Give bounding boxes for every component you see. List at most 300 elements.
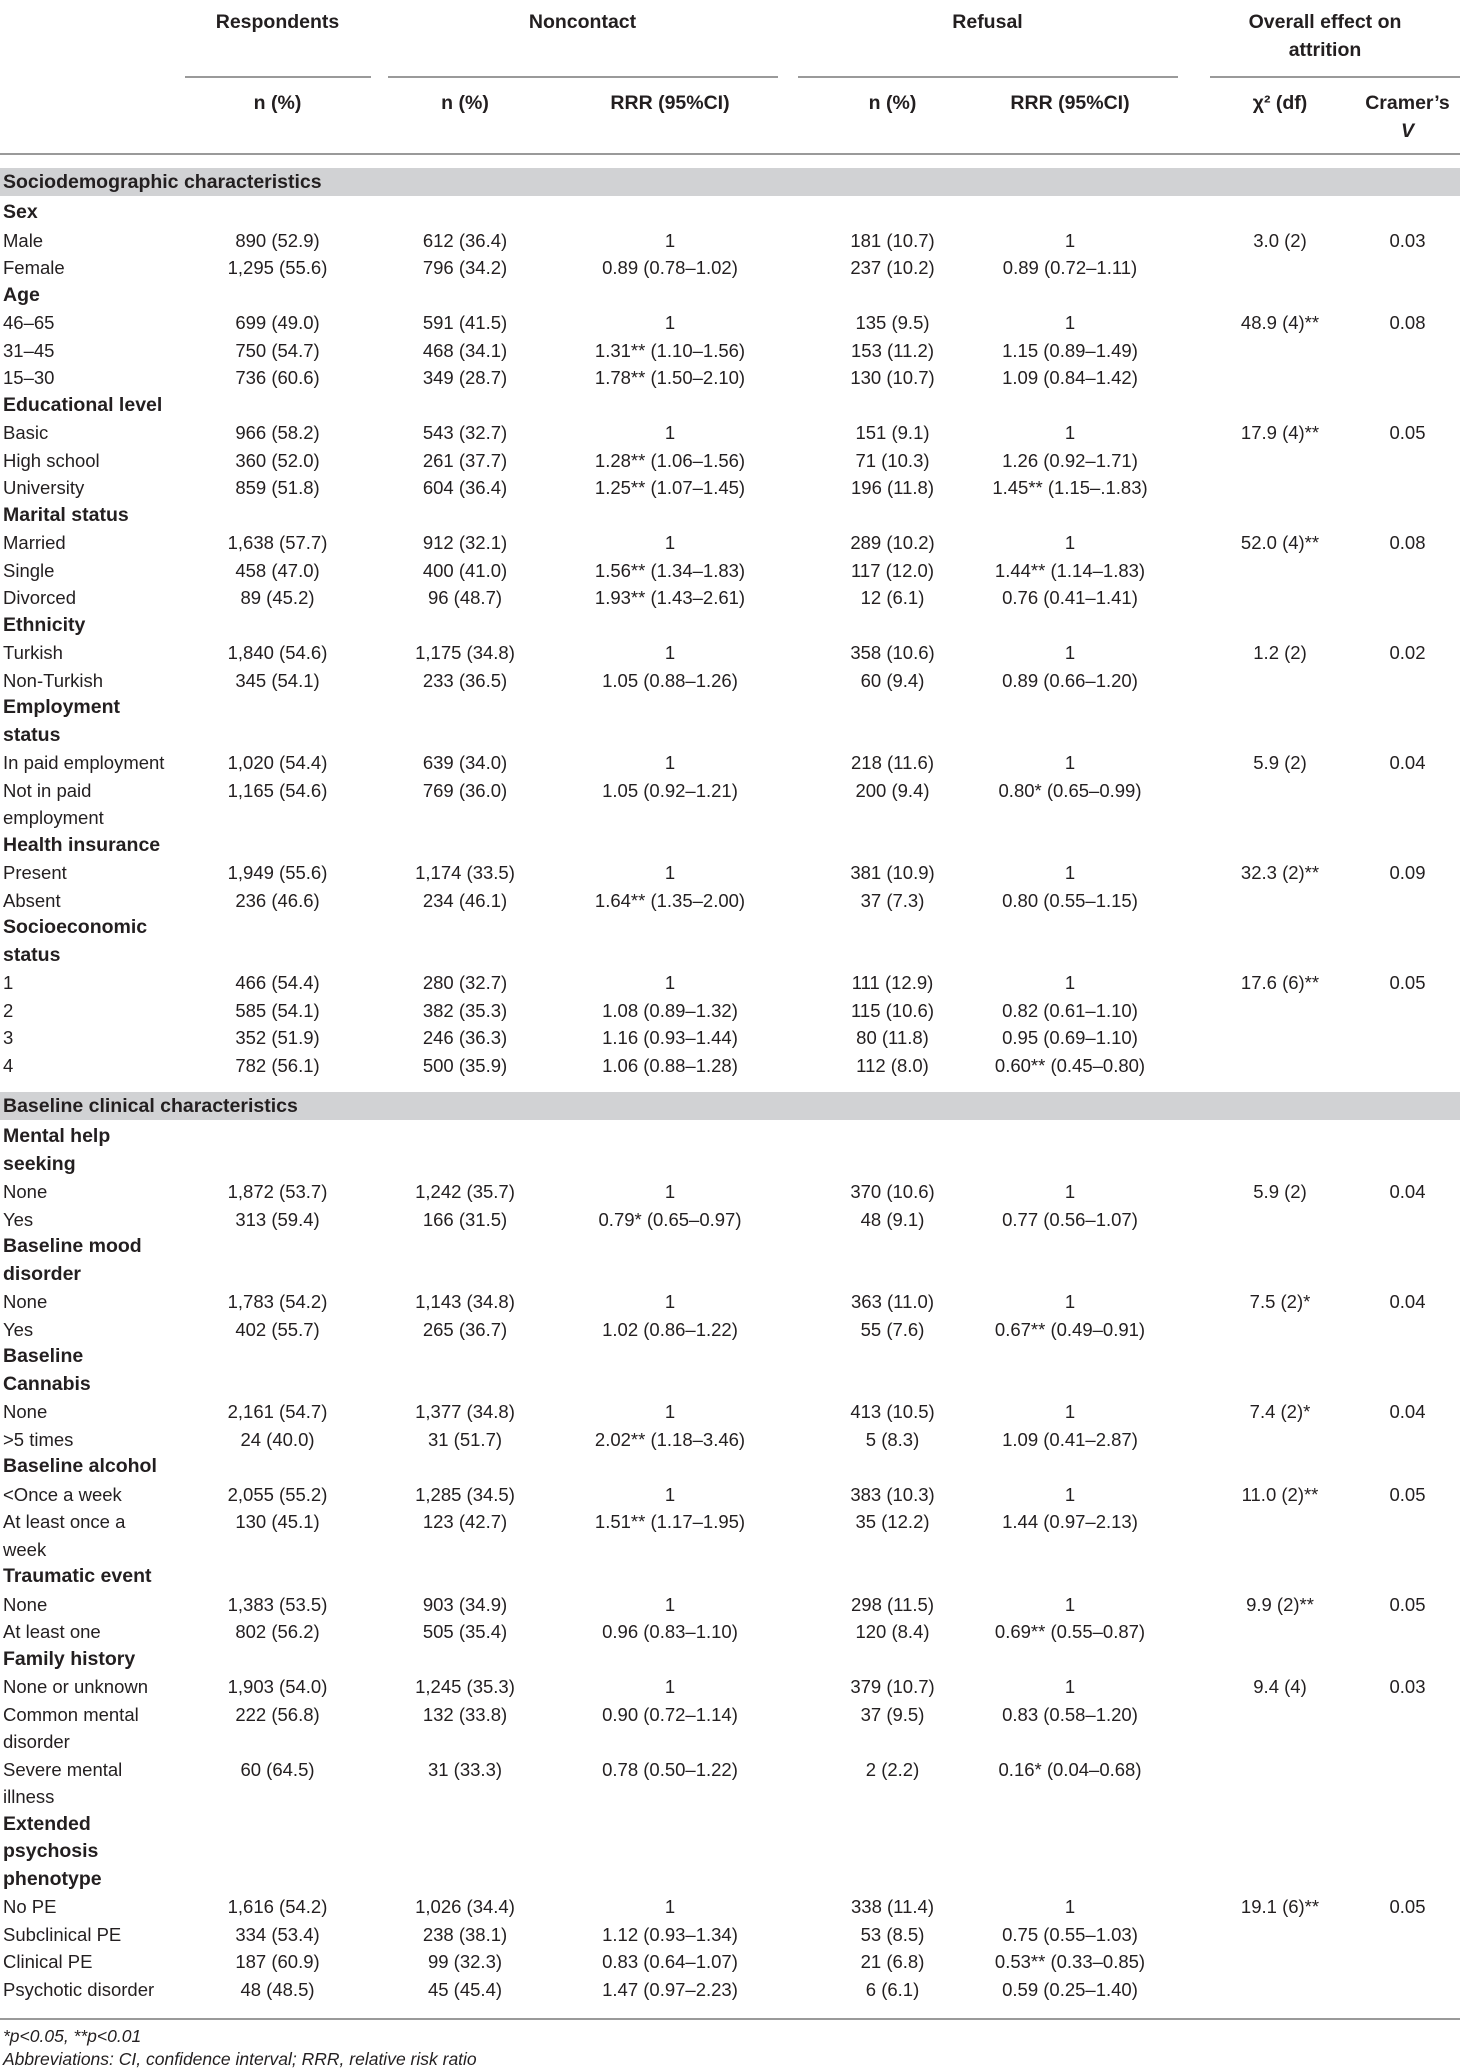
refusal-rrr-cell: 0.59 (0.25–1.40) bbox=[1002, 1978, 1138, 2000]
group-label bbox=[3, 1233, 183, 1288]
table-row bbox=[0, 1591, 1460, 1619]
refusal-rrr-cell: 1.26 (0.92–1.71) bbox=[1002, 449, 1138, 471]
respondents-cell: 890 (52.9) bbox=[235, 229, 320, 251]
refusal-n-cell: 5 (8.3) bbox=[865, 1428, 920, 1450]
table-row bbox=[0, 1673, 1460, 1701]
refusal-rrr-cell: 0.80 (0.55–1.15) bbox=[1002, 889, 1138, 911]
group-label-line: Educational level bbox=[3, 393, 163, 416]
respondents-cell: 736 (60.6) bbox=[235, 367, 320, 388]
noncontact-rrr-cell: 2.02** (1.18–3.46) bbox=[594, 1428, 746, 1450]
refusal-n-cell: 35 (12.2) bbox=[855, 1511, 930, 1532]
table-row bbox=[0, 1178, 1460, 1206]
table-row bbox=[0, 1288, 1460, 1316]
row-label-line: Not in paid bbox=[3, 779, 92, 801]
group-label bbox=[3, 199, 183, 227]
refusal-rrr-cell: 0.69** (0.55–0.87) bbox=[994, 1621, 1146, 1642]
respondents-cell: 236 (46.6) bbox=[235, 889, 320, 911]
header-chi-square: χ² (df) bbox=[1252, 92, 1308, 114]
table-row bbox=[0, 584, 1460, 612]
chi-square-cell: 3.0 (2) bbox=[1253, 229, 1307, 251]
group-label-line: Marital status bbox=[3, 503, 129, 526]
respondents-cell: 782 (56.1) bbox=[235, 1054, 320, 1076]
noncontact-rrr-cell: 1 bbox=[664, 1291, 676, 1312]
refusal-rrr-cell: 1.09 (0.41–2.87) bbox=[1002, 1428, 1138, 1450]
row-label-line: <Once a week bbox=[3, 1483, 122, 1505]
refusal-n-cell: 151 (9.1) bbox=[855, 422, 930, 443]
noncontact-n-cell: 1,174 (33.5) bbox=[415, 862, 515, 883]
row-label-line: None bbox=[3, 1593, 48, 1615]
row-label-line: At least one bbox=[3, 1621, 101, 1642]
refusal-rrr-cell: 1 bbox=[1064, 972, 1076, 993]
noncontact-rrr-cell: 1 bbox=[664, 312, 676, 333]
group-label-line: phenotype bbox=[3, 1867, 102, 1890]
refusal-rrr-cell: 1 bbox=[1064, 229, 1076, 251]
respondents-cell: 1,165 (54.6) bbox=[227, 779, 328, 801]
refusal-n-cell: 37 (7.3) bbox=[860, 889, 925, 911]
row-label bbox=[3, 1591, 178, 1619]
respondents-cell: 1,383 (53.5) bbox=[227, 1593, 328, 1615]
row-label bbox=[3, 969, 178, 997]
row-label bbox=[3, 557, 178, 585]
group-label-line: Sex bbox=[3, 201, 38, 223]
cramers-v-cell: 0.09 bbox=[1389, 862, 1426, 883]
respondents-cell: 345 (54.1) bbox=[235, 669, 320, 691]
noncontact-n-cell: 1,143 (34.8) bbox=[415, 1291, 515, 1312]
table-row bbox=[0, 749, 1460, 777]
table-row bbox=[0, 337, 1460, 365]
respondents-cell: 1,638 (57.7) bbox=[227, 532, 328, 553]
row-label bbox=[3, 1976, 178, 2004]
refusal-rrr-cell: 0.82 (0.61–1.10) bbox=[1002, 999, 1138, 1021]
noncontact-rrr-cell: 0.79* (0.65–0.97) bbox=[598, 1208, 742, 1230]
row-label bbox=[3, 1481, 178, 1509]
table-bottom-rule bbox=[0, 2018, 1460, 2020]
noncontact-rrr-cell: 1 bbox=[664, 229, 676, 251]
row-label bbox=[3, 667, 178, 695]
row-label bbox=[3, 584, 178, 612]
table-row bbox=[0, 1618, 1460, 1646]
table-row bbox=[0, 1508, 1460, 1563]
respondents-cell: 402 (55.7) bbox=[235, 1318, 320, 1340]
refusal-n-cell: 135 (9.5) bbox=[855, 312, 930, 333]
refusal-n-cell: 218 (11.6) bbox=[851, 752, 934, 773]
group-label-line: Baseline alcohol bbox=[3, 1455, 157, 1477]
refusal-n-cell: 71 (10.3) bbox=[855, 449, 930, 471]
respondents-cell: 60 (64.5) bbox=[240, 1758, 315, 1780]
row-label-line: Absent bbox=[3, 889, 61, 911]
noncontact-rrr-cell: 1.02 (0.86–1.22) bbox=[602, 1318, 738, 1340]
table-row bbox=[0, 1976, 1460, 2004]
respondents-cell: 458 (47.0) bbox=[235, 559, 320, 581]
refusal-rrr-cell: 1 bbox=[1064, 1593, 1076, 1615]
refusal-n-cell: 2 (2.2) bbox=[865, 1758, 920, 1780]
refusal-rrr-cell: 0.67** (0.49–0.91) bbox=[994, 1318, 1146, 1340]
refusal-rrr-cell: 1 bbox=[1064, 752, 1076, 773]
table-row bbox=[0, 1024, 1460, 1052]
row-label bbox=[3, 777, 178, 832]
noncontact-rrr-cell: 0.78 (0.50–1.22) bbox=[602, 1758, 738, 1780]
header-group-rule bbox=[185, 76, 371, 78]
header-cramers-v bbox=[1360, 89, 1455, 145]
row-label bbox=[3, 859, 178, 887]
refusal-n-cell: 53 (8.5) bbox=[860, 1923, 925, 1945]
respondents-cell: 222 (56.8) bbox=[235, 1703, 320, 1725]
cramers-v-cell: 0.05 bbox=[1389, 1896, 1426, 1917]
row-label-line: 46–65 bbox=[3, 312, 55, 333]
refusal-n-cell: 55 (7.6) bbox=[860, 1318, 925, 1340]
noncontact-rrr-cell: 1.47 (0.97–2.23) bbox=[602, 1978, 738, 2000]
section-header: Baseline clinical characteristics bbox=[0, 1092, 1460, 1120]
respondents-cell: 1,783 (54.2) bbox=[227, 1291, 328, 1312]
chi-square-cell: 19.1 (6)** bbox=[1240, 1896, 1320, 1917]
noncontact-n-cell: 400 (41.0) bbox=[422, 559, 508, 581]
group-label-line: Employment bbox=[3, 696, 121, 718]
header-refusal: Refusal bbox=[952, 11, 1023, 33]
group-label bbox=[3, 1453, 183, 1481]
row-label bbox=[3, 1178, 178, 1206]
refusal-n-cell: 153 (11.2) bbox=[851, 339, 934, 361]
refusal-n-cell: 289 (10.2) bbox=[850, 532, 935, 553]
refusal-n-cell: 358 (10.6) bbox=[850, 642, 935, 663]
table-row bbox=[0, 969, 1460, 997]
refusal-n-cell: 181 (10.7) bbox=[850, 229, 935, 251]
table-row bbox=[0, 997, 1460, 1025]
group-label-line: Traumatic event bbox=[3, 1565, 152, 1587]
row-label bbox=[3, 1508, 178, 1563]
row-label-line: 3 bbox=[3, 1027, 14, 1048]
row-label bbox=[3, 419, 178, 447]
group-label bbox=[3, 1123, 183, 1178]
table-row bbox=[0, 1316, 1460, 1344]
row-label-line: At least once a bbox=[3, 1511, 126, 1532]
noncontact-rrr-cell: 1 bbox=[664, 1896, 676, 1917]
refusal-n-cell: 200 (9.4) bbox=[855, 779, 930, 801]
refusal-n-cell: 338 (11.4) bbox=[851, 1896, 934, 1917]
noncontact-n-cell: 31 (33.3) bbox=[427, 1758, 503, 1780]
noncontact-n-cell: 903 (34.9) bbox=[422, 1593, 508, 1615]
row-label-line: Yes bbox=[3, 1208, 34, 1230]
respondents-cell: 1,020 (54.4) bbox=[227, 752, 328, 773]
refusal-rrr-cell: 1 bbox=[1064, 1676, 1076, 1697]
row-label bbox=[3, 1921, 178, 1949]
row-label-line: High school bbox=[3, 449, 100, 471]
row-label bbox=[3, 227, 178, 255]
noncontact-rrr-cell: 1.28** (1.06–1.56) bbox=[594, 449, 746, 471]
row-label-line: None bbox=[3, 1291, 48, 1312]
row-label bbox=[3, 474, 178, 502]
row-label-line: week bbox=[3, 1538, 47, 1560]
table-row bbox=[0, 254, 1460, 282]
refusal-rrr-cell: 1 bbox=[1064, 1181, 1076, 1202]
row-label-line: disorder bbox=[3, 1731, 70, 1752]
refusal-rrr-cell: 1 bbox=[1064, 1401, 1076, 1422]
refusal-rrr-cell: 0.53** (0.33–0.85) bbox=[994, 1951, 1146, 1972]
group-label bbox=[3, 392, 183, 420]
noncontact-rrr-cell: 1 bbox=[664, 1676, 676, 1697]
group-label bbox=[3, 914, 183, 969]
noncontact-rrr-cell: 1 bbox=[664, 972, 676, 993]
group-label-line: Baseline mood bbox=[3, 1235, 142, 1257]
row-label-line: Subclinical PE bbox=[3, 1923, 122, 1945]
respondents-cell: 966 (58.2) bbox=[235, 422, 320, 443]
noncontact-rrr-cell: 1.08 (0.89–1.32) bbox=[602, 999, 738, 1021]
header-cramers-label: Cramer’s bbox=[1365, 92, 1450, 114]
footnote-significance: *p<0.05, **p<0.01 bbox=[3, 2026, 142, 2046]
noncontact-n-cell: 639 (34.0) bbox=[422, 752, 508, 773]
table-row bbox=[0, 1701, 1460, 1756]
group-label bbox=[3, 502, 183, 530]
noncontact-n-cell: 912 (32.1) bbox=[422, 532, 508, 553]
row-label-line: Married bbox=[3, 532, 66, 553]
row-label bbox=[3, 749, 178, 777]
table-row bbox=[0, 309, 1460, 337]
group-label-line: Mental help bbox=[3, 1125, 111, 1147]
refusal-rrr-cell: 1.09 (0.84–1.42) bbox=[1002, 367, 1138, 388]
refusal-n-cell: 117 (12.0) bbox=[851, 559, 934, 581]
row-label bbox=[3, 1673, 178, 1701]
noncontact-n-cell: 349 (28.7) bbox=[422, 367, 508, 388]
row-label-line: Male bbox=[3, 229, 44, 251]
noncontact-n-cell: 96 (48.7) bbox=[427, 587, 503, 608]
row-label bbox=[3, 1206, 178, 1234]
noncontact-rrr-cell: 1.78** (1.50–2.10) bbox=[594, 367, 746, 388]
noncontact-n-cell: 1,245 (35.3) bbox=[415, 1676, 515, 1697]
respondents-cell: 802 (56.2) bbox=[235, 1621, 320, 1642]
refusal-n-cell: 37 (9.5) bbox=[860, 1703, 925, 1725]
noncontact-rrr-cell: 1.05 (0.88–1.26) bbox=[602, 669, 738, 691]
respondents-cell: 24 (40.0) bbox=[240, 1428, 315, 1450]
chi-square-cell: 17.9 (4)** bbox=[1240, 422, 1320, 443]
chi-square-cell: 17.6 (6)** bbox=[1240, 972, 1320, 993]
noncontact-n-cell: 233 (36.5) bbox=[422, 669, 508, 691]
group-label bbox=[3, 1563, 183, 1591]
row-label-line: 31–45 bbox=[3, 339, 55, 361]
table-row bbox=[0, 557, 1460, 585]
noncontact-n-cell: 543 (32.7) bbox=[422, 422, 508, 443]
group-label-line: Family history bbox=[3, 1647, 136, 1670]
refusal-rrr-cell: 0.16* (0.04–0.68) bbox=[998, 1758, 1142, 1780]
noncontact-rrr-cell: 0.89 (0.78–1.02) bbox=[602, 257, 738, 278]
noncontact-n-cell: 1,285 (34.5) bbox=[415, 1483, 515, 1505]
noncontact-rrr-cell: 1.12 (0.93–1.34) bbox=[602, 1923, 738, 1945]
respondents-cell: 187 (60.9) bbox=[235, 1951, 320, 1972]
row-label bbox=[3, 1618, 178, 1646]
respondents-cell: 1,903 (54.0) bbox=[227, 1676, 328, 1697]
table-row bbox=[0, 227, 1460, 255]
table-row bbox=[0, 1893, 1460, 1921]
header-respondents-n: n (%) bbox=[253, 92, 302, 114]
noncontact-n-cell: 99 (32.3) bbox=[427, 1951, 503, 1972]
row-label-line: No PE bbox=[3, 1896, 57, 1917]
row-label bbox=[3, 1948, 178, 1976]
footnote-abbreviations: Abbreviations: CI, confidence interval; RRR, relative risk ratio bbox=[3, 2049, 477, 2069]
row-label bbox=[3, 1288, 178, 1316]
table-row bbox=[0, 1206, 1460, 1234]
refusal-rrr-cell: 1 bbox=[1064, 312, 1076, 333]
group-label-line: Socioeconomic bbox=[3, 916, 148, 938]
noncontact-rrr-cell: 1 bbox=[664, 532, 676, 553]
refusal-n-cell: 21 (6.8) bbox=[860, 1951, 925, 1972]
row-label-line: Basic bbox=[3, 422, 49, 443]
noncontact-n-cell: 261 (37.7) bbox=[422, 449, 508, 471]
row-label-line: Yes bbox=[3, 1318, 34, 1340]
row-label bbox=[3, 1052, 178, 1080]
noncontact-n-cell: 166 (31.5) bbox=[422, 1208, 508, 1230]
noncontact-rrr-cell: 0.96 (0.83–1.10) bbox=[602, 1621, 738, 1642]
noncontact-rrr-cell: 1.05 (0.92–1.21) bbox=[602, 779, 738, 801]
row-label-line: In paid employment bbox=[3, 752, 165, 773]
cramers-v-cell: 0.02 bbox=[1389, 642, 1426, 663]
noncontact-rrr-cell: 1.25** (1.07–1.45) bbox=[594, 477, 746, 498]
cramers-v-cell: 0.03 bbox=[1389, 1676, 1426, 1697]
respondents-cell: 859 (51.8) bbox=[235, 477, 320, 498]
chi-square-cell: 7.4 (2)* bbox=[1249, 1401, 1311, 1422]
noncontact-n-cell: 591 (41.5) bbox=[422, 312, 508, 333]
table-row bbox=[0, 887, 1460, 915]
table-row bbox=[0, 529, 1460, 557]
cramers-v-cell: 0.04 bbox=[1389, 1291, 1426, 1312]
table-row bbox=[0, 1426, 1460, 1454]
row-label-line: Non-Turkish bbox=[3, 669, 104, 691]
header-refusal-rrr: RRR (95%CI) bbox=[1010, 92, 1130, 114]
table-row bbox=[0, 1948, 1460, 1976]
row-label-line: 15–30 bbox=[3, 367, 55, 388]
noncontact-n-cell: 1,377 (34.8) bbox=[415, 1401, 515, 1422]
refusal-rrr-cell: 1 bbox=[1064, 1291, 1076, 1312]
cramers-v-cell: 0.05 bbox=[1389, 1593, 1426, 1615]
group-label bbox=[3, 832, 183, 860]
noncontact-n-cell: 382 (35.3) bbox=[422, 999, 508, 1021]
row-label-line: Severe mental bbox=[3, 1758, 123, 1780]
header-respondents: Respondents bbox=[215, 11, 340, 33]
noncontact-n-cell: 265 (36.7) bbox=[422, 1318, 508, 1340]
header-noncontact-n: n (%) bbox=[441, 92, 489, 114]
group-label-line: Cannabis bbox=[3, 1372, 91, 1395]
row-label-line: 1 bbox=[3, 972, 14, 993]
group-label-line: status bbox=[3, 723, 61, 746]
refusal-n-cell: 12 (6.1) bbox=[860, 587, 925, 608]
respondents-cell: 466 (54.4) bbox=[235, 972, 320, 993]
row-label bbox=[3, 254, 178, 282]
respondents-cell: 1,872 (53.7) bbox=[227, 1181, 328, 1202]
noncontact-n-cell: 45 (45.4) bbox=[427, 1978, 503, 2000]
refusal-rrr-cell: 1.15 (0.89–1.49) bbox=[1002, 339, 1138, 361]
section-header: Sociodemographic characteristics bbox=[0, 168, 1460, 196]
refusal-rrr-cell: 0.76 (0.41–1.41) bbox=[1002, 587, 1138, 608]
row-label-line: 4 bbox=[3, 1054, 14, 1076]
refusal-n-cell: 115 (10.6) bbox=[851, 999, 934, 1021]
noncontact-n-cell: 234 (46.1) bbox=[422, 889, 508, 911]
row-label-line: illness bbox=[3, 1786, 55, 1807]
row-label bbox=[3, 1756, 178, 1811]
table-row bbox=[0, 447, 1460, 475]
noncontact-n-cell: 769 (36.0) bbox=[422, 779, 508, 801]
table-row bbox=[0, 777, 1460, 832]
header-group-rule bbox=[388, 76, 778, 78]
refusal-n-cell: 413 (10.5) bbox=[850, 1401, 935, 1422]
refusal-rrr-cell: 0.75 (0.55–1.03) bbox=[1002, 1923, 1138, 1945]
refusal-rrr-cell: 1 bbox=[1064, 642, 1076, 663]
row-label-line: Psychotic disorder bbox=[3, 1978, 155, 2000]
noncontact-rrr-cell: 0.90 (0.72–1.14) bbox=[602, 1703, 738, 1725]
row-label-line: Clinical PE bbox=[3, 1951, 93, 1972]
chi-square-cell: 5.9 (2) bbox=[1253, 752, 1307, 773]
refusal-rrr-cell: 1 bbox=[1064, 532, 1076, 553]
table-row bbox=[0, 667, 1460, 695]
noncontact-rrr-cell: 1.51** (1.17–1.95) bbox=[594, 1511, 746, 1532]
noncontact-rrr-cell: 1.06 (0.88–1.28) bbox=[602, 1054, 738, 1076]
group-label-line: Ethnicity bbox=[3, 613, 86, 636]
row-label-line: University bbox=[3, 477, 85, 498]
noncontact-rrr-cell: 1 bbox=[664, 1483, 676, 1505]
noncontact-n-cell: 505 (35.4) bbox=[422, 1621, 508, 1642]
row-label bbox=[3, 447, 178, 475]
refusal-n-cell: 111 (12.9) bbox=[851, 972, 934, 993]
respondents-cell: 699 (49.0) bbox=[235, 312, 320, 333]
header-noncontact: Noncontact bbox=[528, 11, 637, 33]
noncontact-n-cell: 500 (35.9) bbox=[422, 1054, 508, 1076]
row-label bbox=[3, 1024, 178, 1052]
refusal-n-cell: 112 (8.0) bbox=[856, 1054, 929, 1076]
respondents-cell: 1,295 (55.6) bbox=[227, 257, 328, 278]
refusal-n-cell: 383 (10.3) bbox=[850, 1483, 935, 1505]
noncontact-n-cell: 468 (34.1) bbox=[422, 339, 508, 361]
row-label bbox=[3, 364, 178, 392]
noncontact-rrr-cell: 1.93** (1.43–2.61) bbox=[594, 587, 746, 608]
refusal-n-cell: 298 (11.5) bbox=[851, 1593, 934, 1615]
refusal-rrr-cell: 1.44 (0.97–2.13) bbox=[1002, 1511, 1138, 1532]
header-overall-effect: Overall effect on attrition bbox=[1248, 11, 1402, 61]
cramers-v-cell: 0.05 bbox=[1389, 972, 1426, 993]
refusal-rrr-cell: 1 bbox=[1064, 1896, 1076, 1917]
respondents-cell: 313 (59.4) bbox=[235, 1208, 320, 1230]
chi-square-cell: 9.9 (2)** bbox=[1246, 1593, 1314, 1615]
noncontact-n-cell: 1,175 (34.8) bbox=[415, 642, 515, 663]
respondents-cell: 2,161 (54.7) bbox=[227, 1401, 328, 1422]
row-label-line: Turkish bbox=[3, 642, 63, 663]
refusal-n-cell: 379 (10.7) bbox=[850, 1676, 935, 1697]
refusal-n-cell: 381 (10.9) bbox=[850, 862, 935, 883]
group-label-line: Baseline bbox=[3, 1345, 84, 1367]
refusal-n-cell: 80 (11.8) bbox=[856, 1027, 929, 1048]
noncontact-n-cell: 796 (34.2) bbox=[422, 257, 508, 278]
respondents-cell: 48 (48.5) bbox=[240, 1978, 315, 2000]
noncontact-rrr-cell: 1.16 (0.93–1.44) bbox=[602, 1027, 738, 1048]
group-label-line: Age bbox=[3, 283, 40, 306]
refusal-rrr-cell: 0.80* (0.65–0.99) bbox=[998, 779, 1142, 801]
noncontact-n-cell: 132 (33.8) bbox=[422, 1703, 508, 1725]
row-label bbox=[3, 529, 178, 557]
row-label bbox=[3, 1426, 178, 1454]
refusal-rrr-cell: 1 bbox=[1064, 1483, 1076, 1505]
header-cramers-v-letter: V bbox=[1400, 120, 1414, 142]
respondents-cell: 1,949 (55.6) bbox=[227, 862, 328, 883]
noncontact-rrr-cell: 1 bbox=[664, 422, 676, 443]
refusal-rrr-cell: 1.45** (1.15–.1.83) bbox=[992, 477, 1148, 498]
group-label-line: seeking bbox=[3, 1152, 76, 1175]
refusal-rrr-cell: 1 bbox=[1064, 422, 1076, 443]
group-label-line: status bbox=[3, 943, 61, 966]
row-label bbox=[3, 997, 178, 1025]
row-label-line: employment bbox=[3, 807, 104, 828]
noncontact-n-cell: 612 (36.4) bbox=[422, 229, 508, 251]
noncontact-n-cell: 604 (36.4) bbox=[422, 477, 508, 498]
refusal-rrr-cell: 0.83 (0.58–1.20) bbox=[1002, 1703, 1138, 1725]
table-row bbox=[0, 474, 1460, 502]
row-label-line: 2 bbox=[3, 999, 14, 1021]
cramers-v-cell: 0.05 bbox=[1389, 422, 1426, 443]
table-row bbox=[0, 1756, 1460, 1811]
